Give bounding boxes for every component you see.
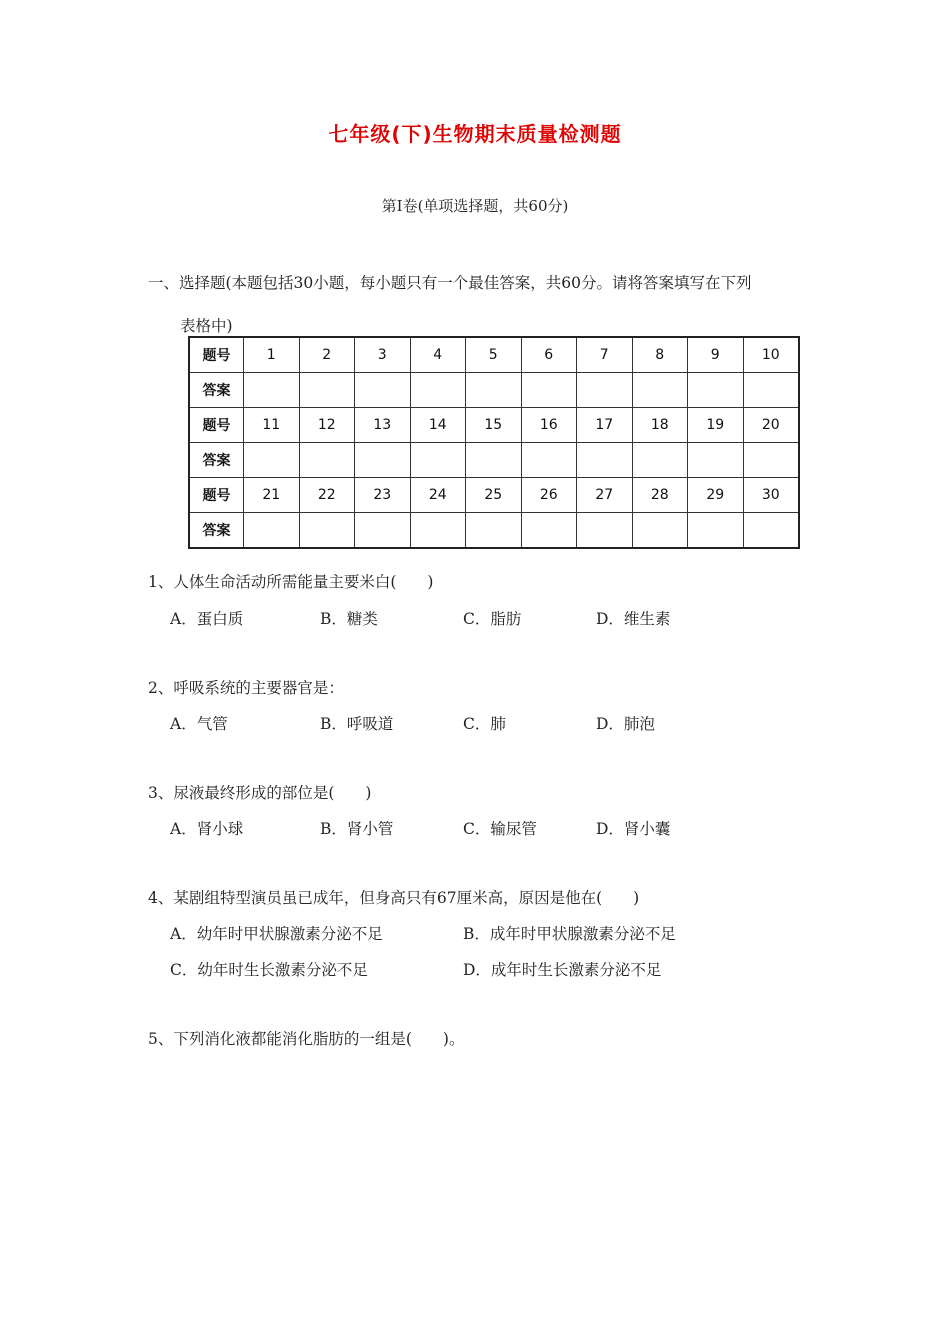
question-number: 2 <box>299 337 355 373</box>
table-row-numbers-1 <box>189 337 799 373</box>
answer-cell[interactable] <box>521 443 577 478</box>
answer-cell[interactable] <box>466 443 522 478</box>
question-3-option-a[interactable]: A．肾小球 <box>170 820 244 838</box>
question-number: 5 <box>466 337 522 373</box>
question-4-option-c[interactable]: C．幼年时生长激素分泌不足 <box>170 961 368 979</box>
answer-cell[interactable] <box>299 373 355 408</box>
question-number: 17 <box>577 408 633 443</box>
question-number: 12 <box>299 408 355 443</box>
question-number: 13 <box>355 408 411 443</box>
question-2-option-a[interactable]: A．气管 <box>170 715 228 733</box>
answer-cell[interactable] <box>299 513 355 549</box>
question-2-option-d[interactable]: D．肺泡 <box>596 715 655 733</box>
answer-cell[interactable] <box>632 513 688 549</box>
question-number: 22 <box>299 478 355 513</box>
number-label: 题号 <box>189 478 244 513</box>
question-5-stem: 5、下列消化液都能消化脂肪的一组是( )。 <box>148 1030 465 1048</box>
question-3-option-d[interactable]: D．肾小囊 <box>596 820 671 838</box>
question-number: 25 <box>466 478 522 513</box>
question-2-stem: 2、呼吸系统的主要器官是： <box>148 679 344 697</box>
question-1-option-d[interactable]: D．维生素 <box>596 610 671 628</box>
question-number: 4 <box>410 337 466 373</box>
answer-label: 答案 <box>189 373 244 408</box>
question-1-option-b[interactable]: B．糖类 <box>320 610 378 628</box>
question-number: 15 <box>466 408 522 443</box>
question-number: 19 <box>688 408 744 443</box>
question-1-option-c[interactable]: C．脂肪 <box>463 610 522 628</box>
question-number: 26 <box>521 478 577 513</box>
question-3-stem: 3、尿液最终形成的部位是( ) <box>148 784 372 802</box>
instruction-line-2: 表格中) <box>180 317 233 335</box>
question-number: 14 <box>410 408 466 443</box>
answer-cell[interactable] <box>466 513 522 549</box>
answer-cell[interactable] <box>521 373 577 408</box>
question-number: 21 <box>244 478 300 513</box>
question-number: 7 <box>577 337 633 373</box>
table-row-numbers-3 <box>189 478 799 513</box>
question-1-option-a[interactable]: A．蛋白质 <box>170 610 244 628</box>
question-number: 23 <box>355 478 411 513</box>
answer-cell[interactable] <box>743 443 799 478</box>
question-number: 20 <box>743 408 799 443</box>
answer-cell[interactable] <box>577 443 633 478</box>
question-2-option-c[interactable]: C．肺 <box>463 715 506 733</box>
question-3-option-b[interactable]: B．肾小管 <box>320 820 394 838</box>
question-number: 29 <box>688 478 744 513</box>
answer-label: 答案 <box>189 513 244 549</box>
number-label: 题号 <box>189 337 244 373</box>
question-number: 28 <box>632 478 688 513</box>
table-row-answers-1 <box>189 373 799 408</box>
table-row-numbers-2 <box>189 408 799 443</box>
instruction-line-1: 一、选择题(本题包括30小题，每小题只有一个最佳答案，共60分。请将答案填写在下列 <box>148 274 752 292</box>
answer-table <box>188 336 800 549</box>
question-4-option-a[interactable]: A．幼年时甲状腺激素分泌不足 <box>170 925 383 943</box>
question-number: 11 <box>244 408 300 443</box>
question-number: 10 <box>743 337 799 373</box>
question-number: 27 <box>577 478 633 513</box>
question-number: 9 <box>688 337 744 373</box>
page-title: 七年级(下)生物期末质量检测题 <box>328 122 622 146</box>
question-4-stem: 4、某剧组特型演员虽已成年，但身高只有67厘米高，原因是他在( ) <box>148 889 640 907</box>
table-row-answers-2 <box>189 443 799 478</box>
question-number: 8 <box>632 337 688 373</box>
answer-cell[interactable] <box>632 443 688 478</box>
answer-label: 答案 <box>189 443 244 478</box>
answer-cell[interactable] <box>410 373 466 408</box>
question-number: 16 <box>521 408 577 443</box>
answer-cell[interactable] <box>299 443 355 478</box>
answer-cell[interactable] <box>688 443 744 478</box>
answer-cell[interactable] <box>355 513 411 549</box>
answer-cell[interactable] <box>688 513 744 549</box>
answer-cell[interactable] <box>410 443 466 478</box>
answer-cell[interactable] <box>632 373 688 408</box>
question-4-option-d[interactable]: D．成年时生长激素分泌不足 <box>463 961 662 979</box>
question-number: 18 <box>632 408 688 443</box>
question-number: 3 <box>355 337 411 373</box>
answer-cell[interactable] <box>577 513 633 549</box>
question-number: 1 <box>244 337 300 373</box>
answer-cell[interactable] <box>410 513 466 549</box>
question-2-option-b[interactable]: B．呼吸道 <box>320 715 394 733</box>
question-number: 30 <box>743 478 799 513</box>
table-row-answers-3 <box>189 513 799 549</box>
answer-cell[interactable] <box>244 443 300 478</box>
answer-cell[interactable] <box>577 373 633 408</box>
answer-cell[interactable] <box>466 373 522 408</box>
question-3-option-c[interactable]: C．输尿管 <box>463 820 537 838</box>
answer-cell[interactable] <box>244 513 300 549</box>
number-label: 题号 <box>189 408 244 443</box>
question-number: 6 <box>521 337 577 373</box>
answer-cell[interactable] <box>743 513 799 549</box>
question-number: 24 <box>410 478 466 513</box>
answer-cell[interactable] <box>355 373 411 408</box>
answer-cell[interactable] <box>244 373 300 408</box>
question-1-stem: 1、人体生命活动所需能量主要米白( ) <box>148 573 434 591</box>
answer-cell[interactable] <box>688 373 744 408</box>
section-subtitle: 第Ⅰ卷(单项选择题，共60分) <box>381 197 569 215</box>
answer-cell[interactable] <box>521 513 577 549</box>
answer-cell[interactable] <box>743 373 799 408</box>
question-4-option-b[interactable]: B．成年时甲状腺激素分泌不足 <box>463 925 676 943</box>
answer-cell[interactable] <box>355 443 411 478</box>
